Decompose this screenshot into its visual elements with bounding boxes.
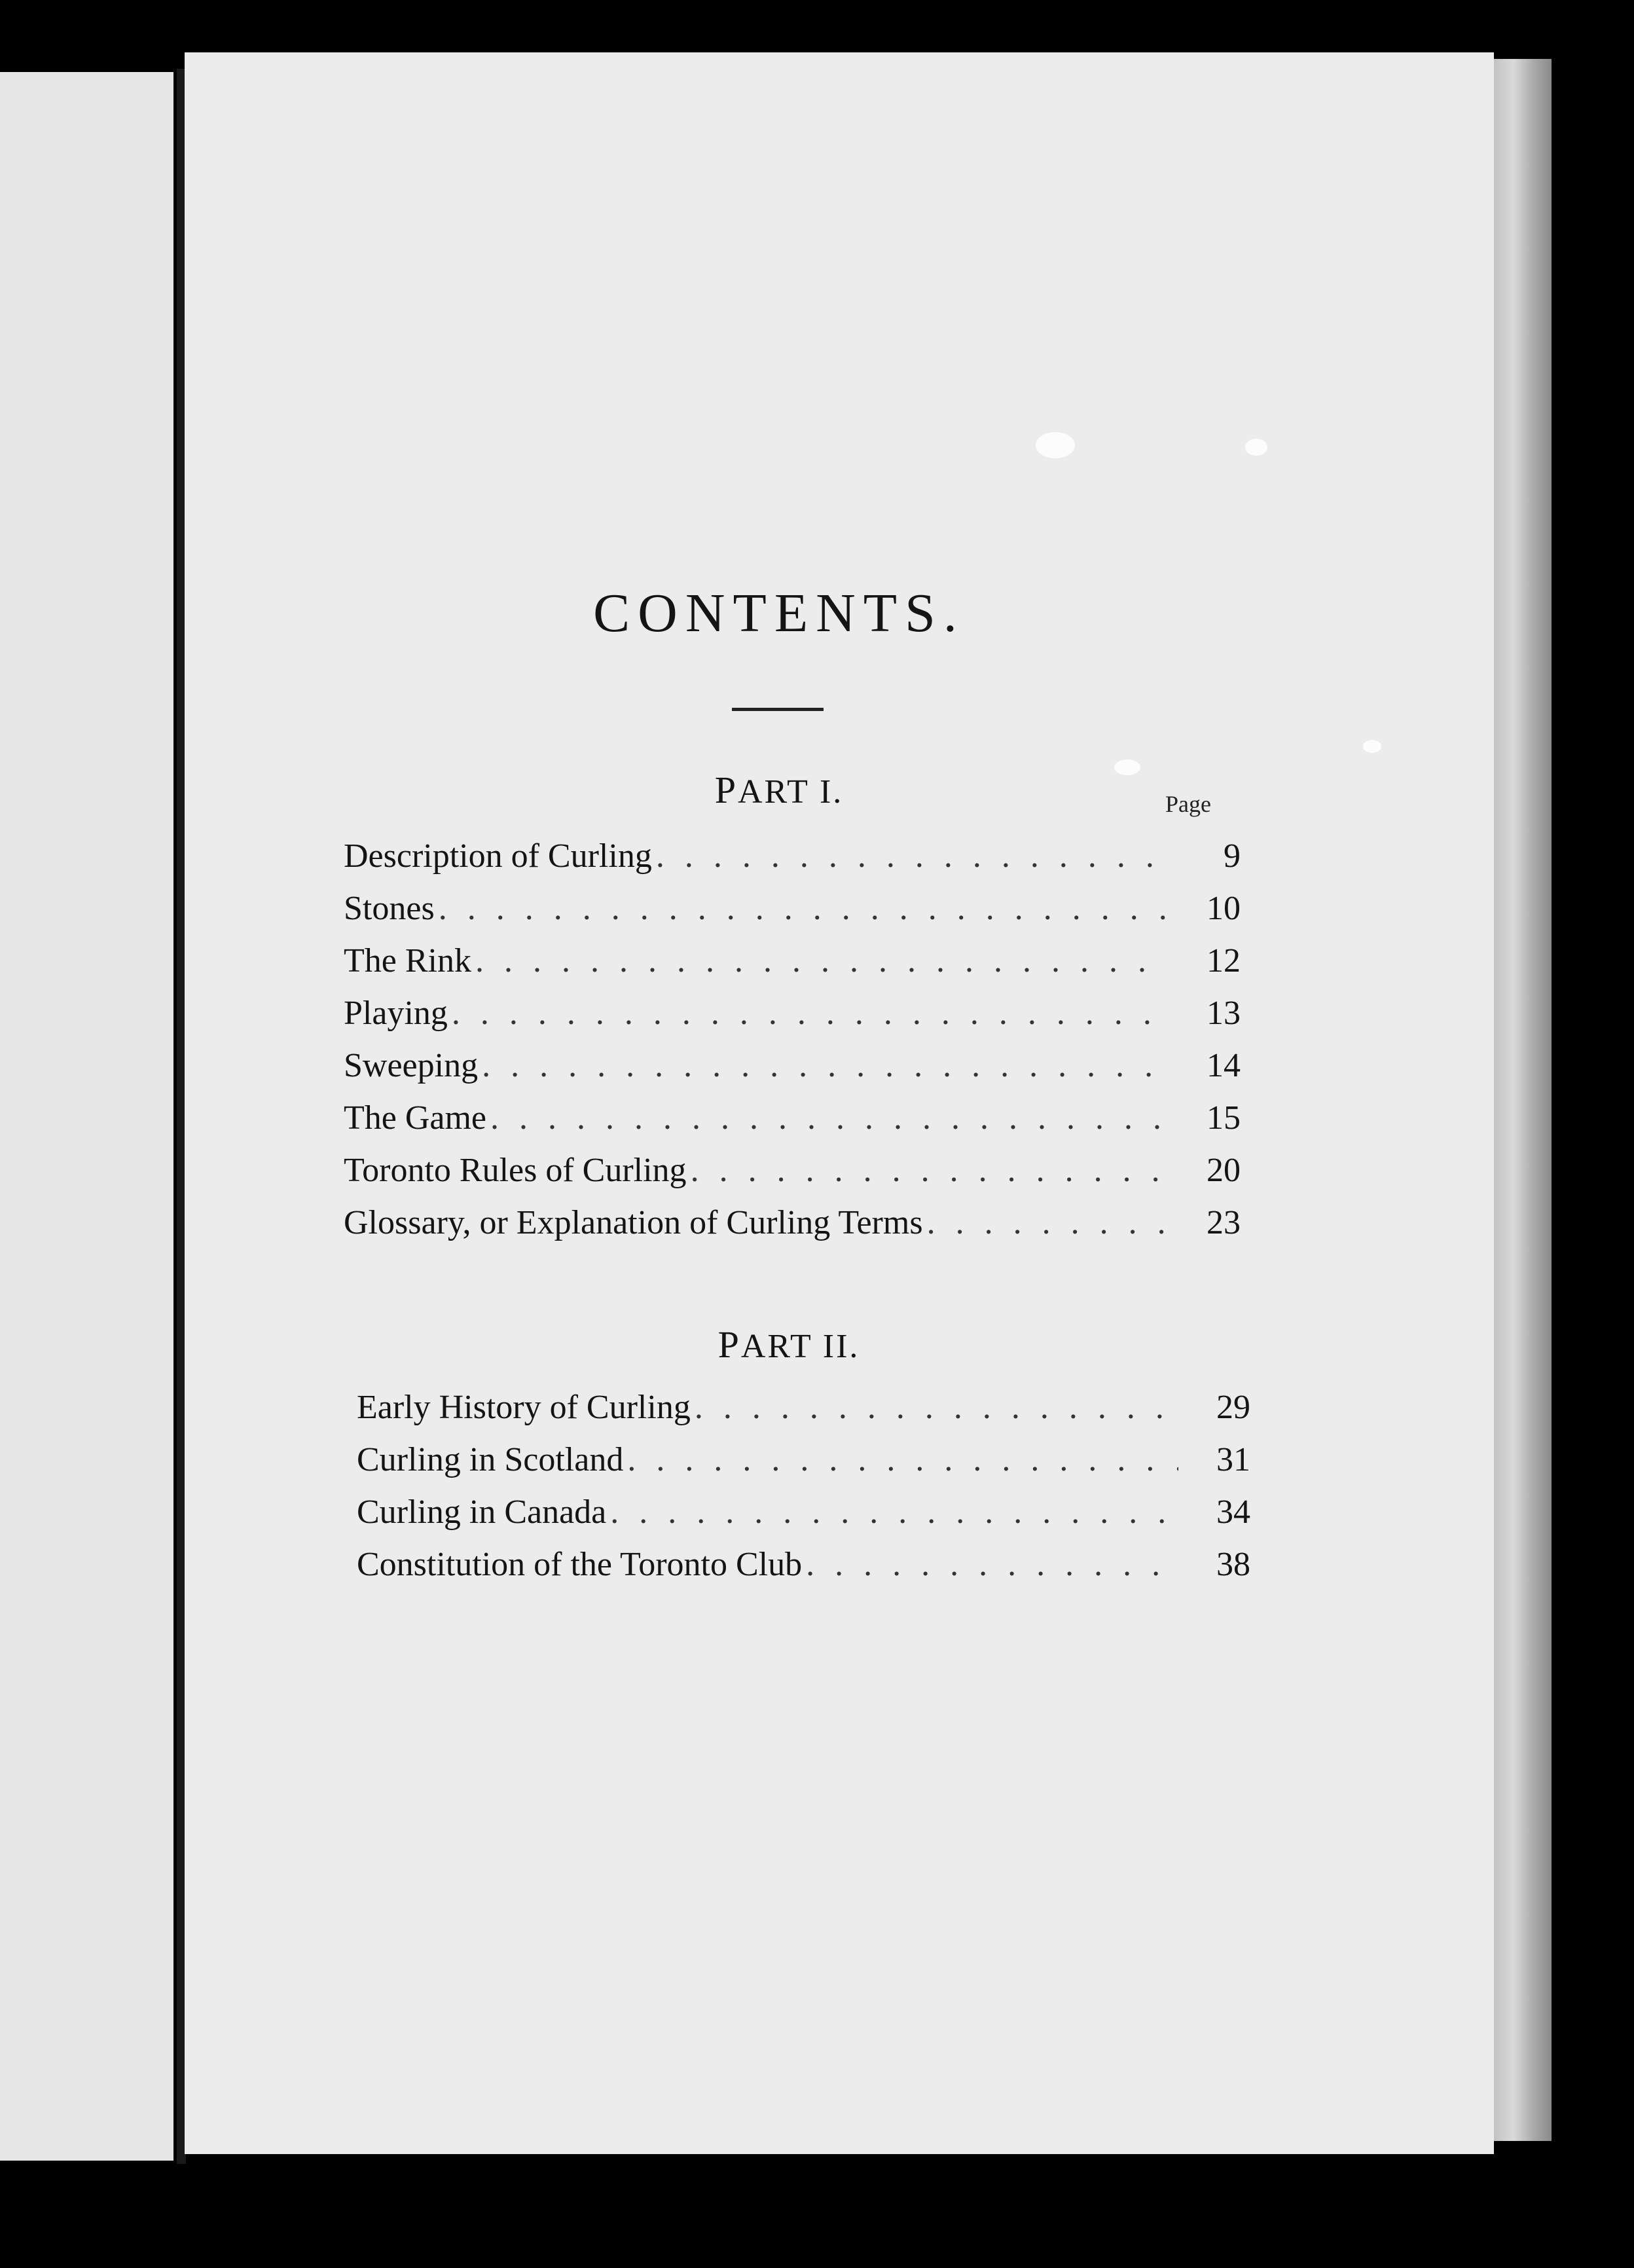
toc-entry[interactable]	[344, 1040, 1241, 1092]
facing-page	[0, 72, 173, 2161]
toc-entry-title: Curling in Canada	[357, 1493, 607, 1531]
toc-entry-page: 23	[1207, 1204, 1241, 1241]
toc-entry-title: Curling in Scotland	[357, 1441, 624, 1478]
dot-leader	[452, 987, 1169, 1040]
part-heading-text: ART II.	[740, 1328, 860, 1365]
dot-leader	[695, 1381, 1178, 1434]
part-heading-initial: P	[714, 769, 738, 811]
toc-entry-title: Constitution of the Toronto Club	[357, 1546, 803, 1583]
page-column-label: Page	[1165, 791, 1211, 817]
dot-leader	[482, 1040, 1169, 1092]
toc-entry-title: Early History of Curling	[357, 1389, 691, 1426]
toc-entry-page: 20	[1207, 1152, 1241, 1189]
part-heading-text: ART I.	[738, 773, 844, 811]
toc-entry-page: 29	[1216, 1389, 1250, 1426]
toc-entry[interactable]	[357, 1434, 1250, 1486]
dot-leader	[691, 1144, 1169, 1197]
toc-entry[interactable]	[344, 1092, 1241, 1144]
toc-entry-page: 9	[1224, 837, 1241, 875]
part-heading-initial: P	[717, 1323, 741, 1366]
toc-entry-page: 13	[1207, 995, 1241, 1032]
dot-leader	[656, 830, 1169, 883]
toc-entry-title: The Game	[344, 1099, 487, 1137]
toc-entry[interactable]	[357, 1539, 1250, 1591]
toc-entry[interactable]	[344, 987, 1241, 1040]
toc-list	[344, 830, 1241, 1249]
dot-leader	[627, 1434, 1178, 1486]
toc-entry[interactable]	[344, 935, 1241, 987]
toc-entry-page: 31	[1216, 1441, 1250, 1478]
toc-list	[357, 1381, 1250, 1591]
toc-entry-page: 12	[1207, 942, 1241, 979]
toc-entry-page: 14	[1207, 1047, 1241, 1084]
title-rule	[732, 708, 824, 711]
toc-entry-page: 34	[1216, 1493, 1250, 1531]
toc-entry-page: 15	[1207, 1099, 1241, 1137]
toc-entry-title: Glossary, or Explanation of Curling Terms	[344, 1204, 923, 1241]
toc-entry[interactable]	[344, 1197, 1241, 1249]
dot-leader	[439, 883, 1169, 935]
toc-entry-page: 10	[1207, 890, 1241, 927]
toc-entry-page: 38	[1216, 1546, 1250, 1583]
dot-leader	[927, 1197, 1169, 1249]
dot-leader	[610, 1486, 1178, 1539]
toc-entry[interactable]	[344, 1144, 1241, 1197]
toc-entry-title: Description of Curling	[344, 837, 652, 875]
page-title: CONTENTS.	[593, 583, 965, 644]
dot-leader	[475, 935, 1169, 987]
toc-entry-title: Sweeping	[344, 1047, 479, 1084]
dot-leader	[490, 1092, 1169, 1144]
toc-entry-title: Stones	[344, 890, 435, 927]
part-heading	[10, 1323, 1568, 1366]
paper-speck	[1036, 432, 1075, 458]
paper-speck	[1363, 740, 1381, 753]
dot-leader	[806, 1539, 1178, 1591]
toc-entry-title: The Rink	[344, 942, 471, 979]
toc-entry[interactable]	[344, 830, 1241, 883]
toc-entry-title: Toronto Rules of Curling	[344, 1152, 687, 1189]
toc-entry[interactable]	[357, 1381, 1250, 1434]
paper-speck	[1245, 439, 1267, 456]
toc-entry[interactable]	[344, 883, 1241, 935]
toc-entry-title: Playing	[344, 995, 448, 1032]
toc-entry[interactable]	[357, 1486, 1250, 1539]
part-heading	[0, 771, 1558, 809]
